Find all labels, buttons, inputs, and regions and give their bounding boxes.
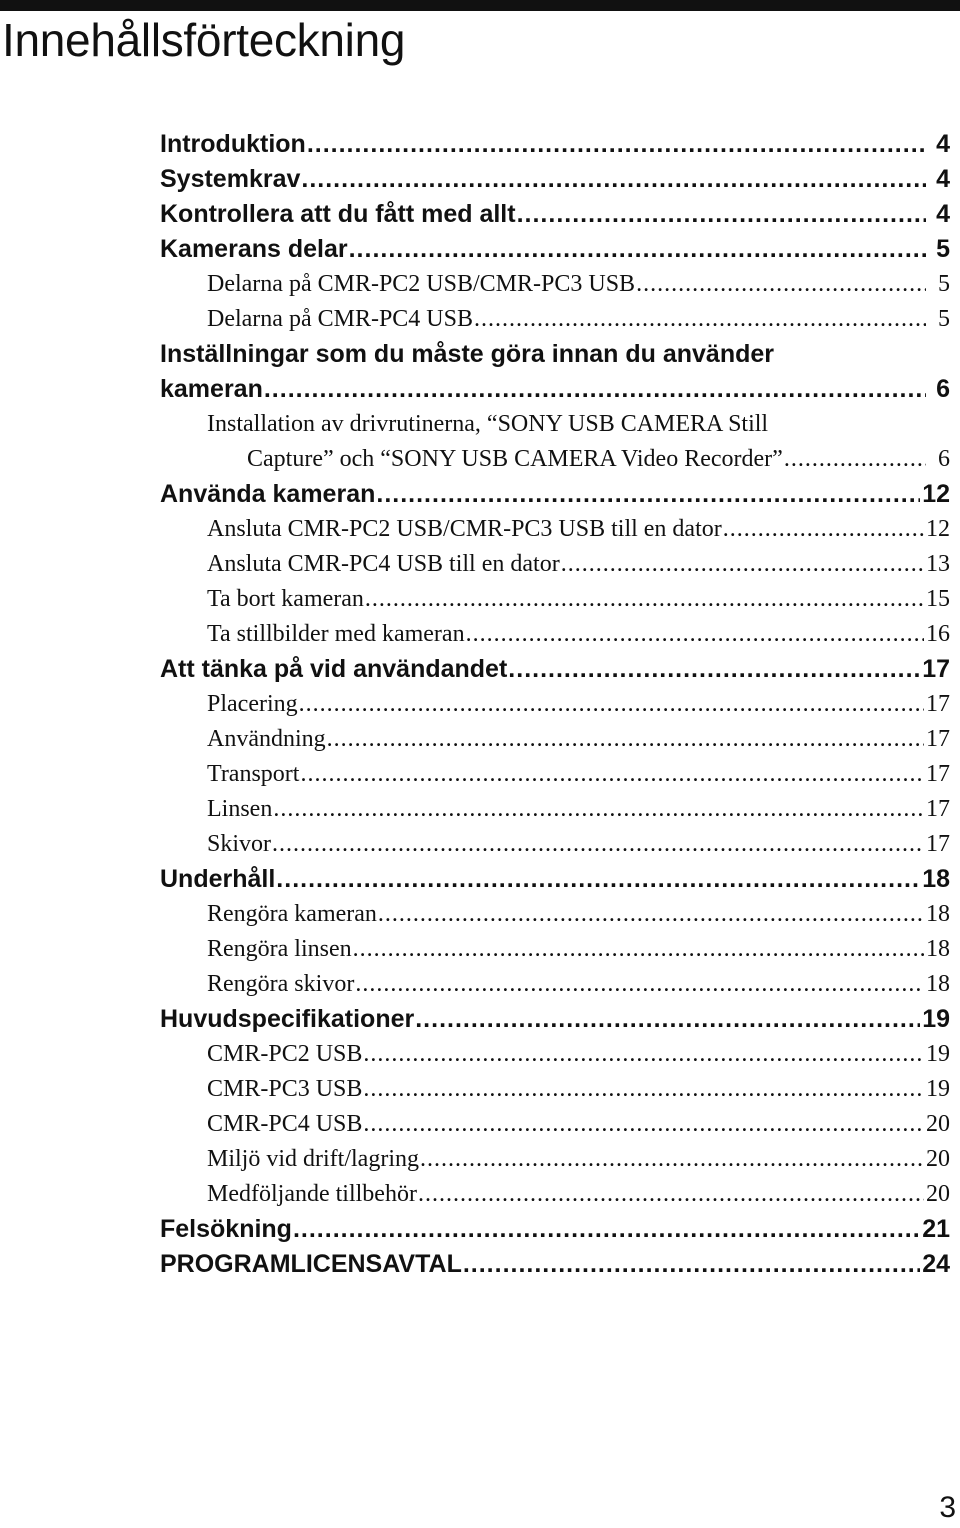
dot-leader: [508, 652, 920, 687]
toc-entry-page: 16: [926, 621, 950, 647]
toc-entry[interactable]: [160, 1247, 950, 1282]
dot-leader: [415, 1002, 920, 1037]
toc-entry[interactable]: [160, 512, 950, 547]
dot-leader: [276, 862, 920, 897]
toc-entry-title: Rengöra linsen: [207, 936, 352, 962]
toc-entry-page: 12: [926, 516, 950, 542]
dot-leader: [466, 617, 924, 652]
dot-leader: [272, 827, 924, 862]
toc-entry-page: 18: [926, 901, 950, 927]
dot-leader: [420, 1142, 924, 1177]
toc-entry[interactable]: [160, 687, 950, 722]
toc-entry-title: Medföljande tillbehör: [207, 1181, 417, 1207]
toc-entry-page: 5: [938, 306, 950, 332]
toc-entry-page: 17: [926, 726, 950, 752]
toc-entry-page: 4: [936, 200, 950, 228]
toc-entry-title: Att tänka på vid användandet: [160, 655, 508, 683]
dot-leader: [300, 757, 924, 792]
toc-entry-page: 19: [926, 1076, 950, 1102]
toc-entry[interactable]: [160, 967, 950, 1002]
toc-entry-title: CMR-PC2 USB: [207, 1041, 363, 1067]
toc-entry-page: 15: [926, 586, 950, 612]
toc-entry-page: 4: [936, 165, 950, 193]
dot-leader: [784, 442, 926, 477]
toc-entry-title: Felsökning: [160, 1215, 292, 1243]
toc-entry[interactable]: [160, 197, 950, 232]
toc-entry-page: 18: [926, 971, 950, 997]
dot-leader: [363, 1072, 924, 1107]
toc-entry-title: Transport: [207, 761, 300, 787]
toc-entry[interactable]: [160, 1142, 950, 1177]
toc-entry-page: 6: [938, 446, 950, 472]
toc-entry-title: Delarna på CMR-PC4 USB: [207, 306, 473, 332]
toc-entry[interactable]: [160, 302, 950, 337]
toc-entry-page: 17: [926, 796, 950, 822]
toc-entry[interactable]: [160, 897, 950, 932]
toc-entry[interactable]: [160, 162, 950, 197]
dot-leader: [363, 1037, 924, 1072]
dot-leader: [273, 792, 924, 827]
dot-leader: [463, 1247, 920, 1282]
dot-leader: [353, 932, 924, 967]
dot-leader: [307, 127, 926, 162]
toc-entry[interactable]: [160, 337, 950, 372]
toc-entry[interactable]: [160, 442, 950, 477]
toc-entry-title: Inställningar som du måste göra innan du använder: [160, 340, 775, 368]
toc-entry[interactable]: [160, 582, 950, 617]
toc-entry-page: 24: [922, 1250, 950, 1278]
toc-entry-page: 18: [926, 936, 950, 962]
toc-entry-title: Delarna på CMR-PC2 USB/CMR-PC3 USB: [207, 271, 636, 297]
toc-entry-title: Kamerans delar: [160, 235, 348, 263]
toc-entry[interactable]: [160, 127, 950, 162]
toc-entry-page: 5: [938, 271, 950, 297]
toc-entry[interactable]: [160, 757, 950, 792]
dot-leader: [517, 197, 926, 232]
toc-entry-title: Ansluta CMR-PC4 USB till en dator: [207, 551, 560, 577]
toc-entry-title: Användning: [207, 726, 326, 752]
dot-leader: [474, 302, 926, 337]
toc-entry[interactable]: [160, 617, 950, 652]
toc-entry-page: 12: [922, 480, 950, 508]
toc-entry[interactable]: [160, 1037, 950, 1072]
toc-entry-page: 21: [922, 1215, 950, 1243]
dot-leader: [264, 372, 926, 407]
page-title: Innehållsförteckning: [2, 14, 406, 66]
toc-entry[interactable]: [160, 862, 950, 897]
toc-entry[interactable]: [160, 652, 950, 687]
toc-entry-title: Ta bort kameran: [207, 586, 364, 612]
dot-leader: [636, 267, 926, 302]
toc-entry-title: Ta stillbilder med kameran: [207, 621, 465, 647]
dot-leader: [293, 1212, 920, 1247]
dot-leader: [327, 722, 924, 757]
toc-entry-title: Underhåll: [160, 865, 276, 893]
toc-entry-title: Ansluta CMR-PC2 USB/CMR-PC3 USB till en dator: [207, 516, 722, 542]
page-number: 3: [939, 1491, 956, 1524]
toc-entry-title: Använda kameran: [160, 480, 376, 508]
dot-leader: [376, 477, 920, 512]
toc-entry-page: 18: [922, 865, 950, 893]
toc-entry[interactable]: [160, 232, 950, 267]
toc-entry[interactable]: [160, 722, 950, 757]
toc-entry-title: Skivor: [207, 831, 272, 857]
toc-entry[interactable]: [160, 1177, 950, 1212]
toc-entry-page: 6: [936, 375, 950, 403]
toc-entry-title: Miljö vid drift/lagring: [207, 1146, 419, 1172]
toc-entry-title: Rengöra kameran: [207, 901, 377, 927]
toc-entry[interactable]: [160, 1212, 950, 1247]
dot-leader: [299, 687, 924, 722]
dot-leader: [418, 1177, 924, 1212]
toc-entry-title: Linsen: [207, 796, 273, 822]
toc-entry-title: CMR-PC4 USB: [207, 1111, 363, 1137]
toc-entry-title: Installation av drivrutinerna, “SONY USB CAMERA Still: [207, 411, 769, 437]
toc-entry-title: Huvudspecifikationer: [160, 1005, 415, 1033]
toc-entry-page: 20: [926, 1146, 950, 1172]
toc-entry-page: 17: [926, 761, 950, 787]
toc-entry[interactable]: [160, 1002, 950, 1037]
toc-entry-page: 4: [936, 130, 950, 158]
table-of-contents: [160, 127, 950, 1282]
dot-leader: [365, 582, 924, 617]
toc-entry[interactable]: [160, 267, 950, 302]
toc-entry-title: PROGRAMLICENSAVTAL: [160, 1250, 462, 1278]
toc-entry-page: 20: [926, 1181, 950, 1207]
dot-leader: [378, 897, 924, 932]
dot-leader: [301, 162, 926, 197]
toc-entry[interactable]: [160, 827, 950, 862]
toc-entry-title: Capture” och “SONY USB CAMERA Video Recorder”: [247, 446, 783, 472]
toc-entry-page: 19: [922, 1005, 950, 1033]
toc-entry-page: 17: [926, 691, 950, 717]
toc-entry-page: 20: [926, 1111, 950, 1137]
toc-entry-page: 17: [926, 831, 950, 857]
toc-entry-page: 17: [922, 655, 950, 683]
toc-entry-title: Kontrollera att du fått med allt: [160, 200, 516, 228]
toc-entry[interactable]: [160, 792, 950, 827]
toc-entry[interactable]: [160, 407, 950, 442]
dot-leader: [349, 232, 926, 267]
toc-entry-title: Introduktion: [160, 130, 306, 158]
toc-entry[interactable]: [160, 372, 950, 407]
toc-entry[interactable]: [160, 1072, 950, 1107]
toc-entry-page: 5: [936, 235, 950, 263]
dot-leader: [561, 547, 924, 582]
toc-entry-page: 13: [926, 551, 950, 577]
toc-entry-title: kameran: [160, 375, 263, 403]
dot-leader: [363, 1107, 924, 1142]
toc-entry-title: Placering: [207, 691, 298, 717]
dot-leader: [723, 512, 924, 547]
toc-entry-title: CMR-PC3 USB: [207, 1076, 363, 1102]
toc-entry-page: 19: [926, 1041, 950, 1067]
toc-entry[interactable]: [160, 547, 950, 582]
dot-leader: [355, 967, 924, 1002]
toc-entry-title: Rengöra skivor: [207, 971, 355, 997]
toc-entry[interactable]: [160, 1107, 950, 1142]
toc-entry[interactable]: [160, 477, 950, 512]
toc-entry[interactable]: [160, 932, 950, 967]
toc-entry-title: Systemkrav: [160, 165, 301, 193]
